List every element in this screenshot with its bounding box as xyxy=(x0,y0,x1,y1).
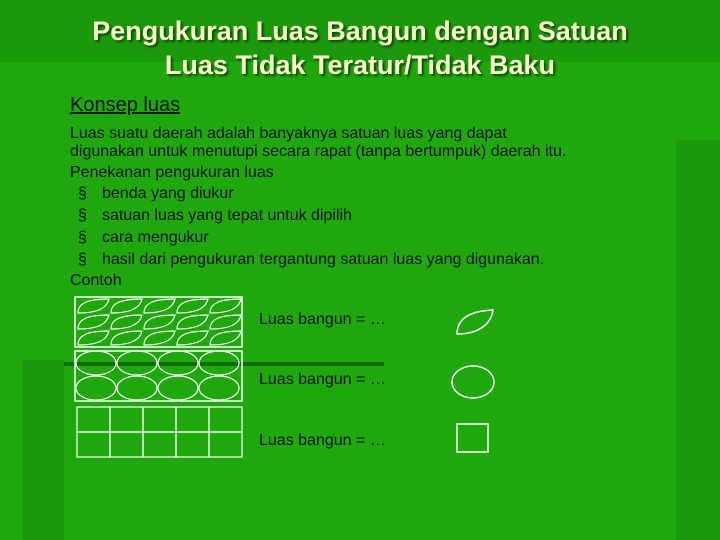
ellipse-unit xyxy=(76,351,116,375)
example-2-equation: Luas bangun = … xyxy=(259,371,386,388)
leaf-unit xyxy=(177,315,208,329)
title-line-2: Luas Tidak Teratur/Tidak Baku xyxy=(164,50,556,80)
ellipse-covered-rectangle xyxy=(74,350,244,402)
leaf-covered-rectangle xyxy=(74,296,244,348)
leaf-grid xyxy=(78,299,241,345)
ellipse-unit xyxy=(117,376,157,400)
leaf-unit xyxy=(111,299,142,313)
title-line-1: Pengukuran Luas Bangun dengan Satuan xyxy=(92,16,628,46)
ellipse-unit xyxy=(199,376,239,400)
bullet-item-2 xyxy=(78,206,352,226)
ellipse-unit xyxy=(117,351,157,375)
ellipse-unit xyxy=(76,376,116,400)
square-unit-icon xyxy=(456,423,490,453)
square-unit xyxy=(143,432,176,457)
bg-block-left xyxy=(22,360,64,540)
leaf-unit xyxy=(78,315,109,329)
ellipse-unit-icon xyxy=(450,364,496,400)
example-3-equation: Luas bangun = … xyxy=(259,432,386,449)
leaf-unit xyxy=(177,331,208,345)
leaf-unit xyxy=(177,299,208,313)
ellipse-unit xyxy=(158,351,198,375)
bullet-text-3: cara mengukur xyxy=(102,229,209,246)
leaf-unit xyxy=(144,315,175,329)
square-unit xyxy=(110,407,143,432)
bullet-item-1 xyxy=(78,184,234,204)
leaf-unit xyxy=(111,331,142,345)
leaf-unit xyxy=(111,315,142,329)
slide-title xyxy=(0,14,720,82)
bullet-text-2: satuan luas yang tepat untuk dipilih xyxy=(102,207,352,224)
ellipse-unit xyxy=(158,376,198,400)
leaf-unit xyxy=(144,299,175,313)
example-label: Contoh xyxy=(70,272,122,289)
bullet-item-3 xyxy=(78,228,209,248)
emphasis-label: Penekanan pengukuran luas xyxy=(70,164,274,181)
square-unit xyxy=(209,432,242,457)
square-unit xyxy=(209,407,242,432)
bullet-text-4: hasil dari pengukuran tergantung satuan luas yang digunakan. xyxy=(102,251,545,268)
square-unit xyxy=(77,407,110,432)
leaf-unit xyxy=(78,331,109,345)
subtitle-konsep-luas: Konsep luas xyxy=(70,94,181,116)
ellipse-grid xyxy=(76,351,239,400)
square-unit xyxy=(176,432,209,457)
leaf-unit xyxy=(210,299,241,313)
definition-line-1: Luas suatu daerah adalah banyaknya satuan luas yang dapat xyxy=(70,125,507,142)
square-unit xyxy=(77,432,110,457)
bullet-item-4 xyxy=(78,250,544,270)
square-bullet-icon: § xyxy=(78,251,87,268)
leaf-unit xyxy=(210,331,241,345)
square-unit xyxy=(176,407,209,432)
bullet-text-1: benda yang diukur xyxy=(102,185,234,202)
ellipse-unit xyxy=(199,351,239,375)
leaf-unit xyxy=(210,315,241,329)
example-1-equation: Luas bangun = … xyxy=(259,311,386,328)
square-bullet-icon: § xyxy=(78,229,87,246)
leaf-unit xyxy=(78,299,109,313)
definition-line-2: digunakan untuk menutupi secara rapat (tanpa bertumpuk) daerah itu. xyxy=(70,143,567,160)
square-grid xyxy=(77,407,242,457)
square-bullet-icon: § xyxy=(78,185,87,202)
square-unit xyxy=(110,432,143,457)
leaf-unit-icon xyxy=(455,308,495,336)
square-bullet-icon: § xyxy=(78,207,87,224)
square-unit xyxy=(143,407,176,432)
square-covered-rectangle xyxy=(76,406,244,458)
leaf-unit xyxy=(144,331,175,345)
bg-block-right xyxy=(676,140,720,540)
